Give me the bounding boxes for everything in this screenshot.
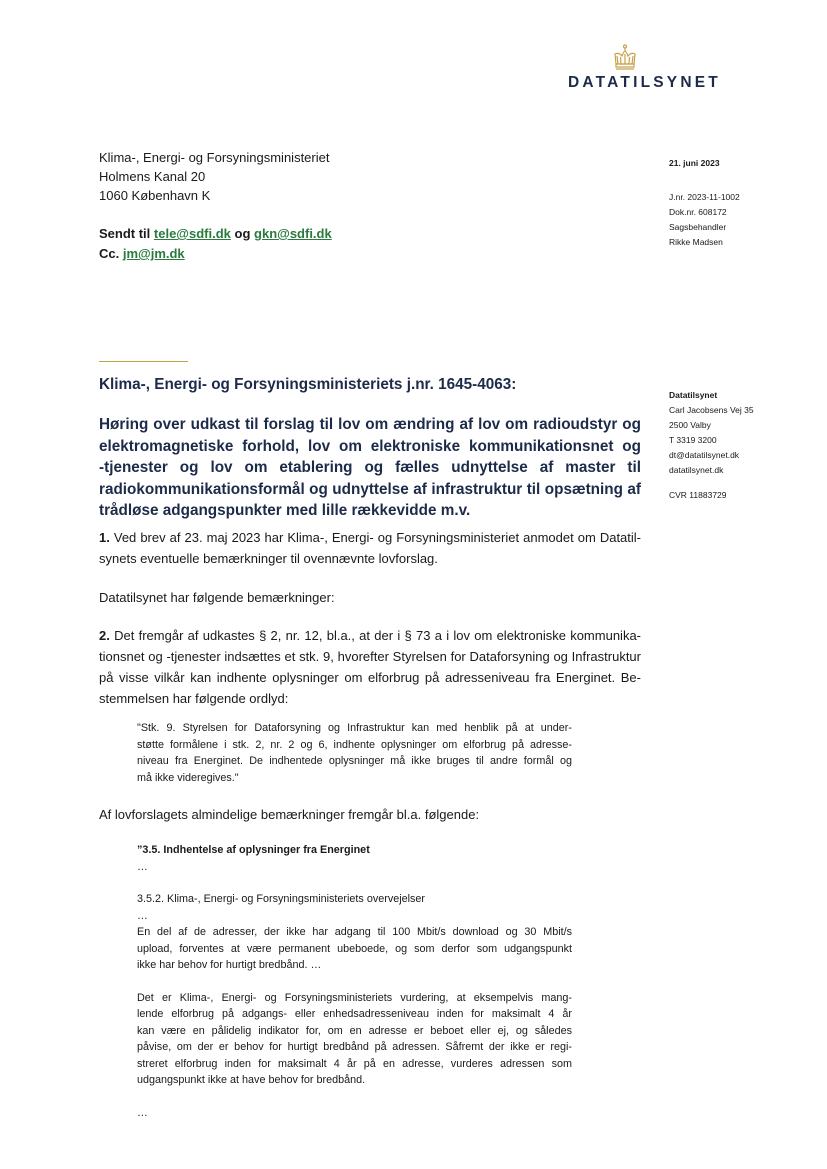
subject-line: radiokommunikationsformål og udnyttelse af infrastruktur til opsætning af <box>99 480 641 498</box>
subject-line: trådløse adgangspunkter med lille rækkevidde m.v. <box>99 502 471 519</box>
sender-line: Carl Jacobsens Vej 35 <box>669 405 754 415</box>
case-title: Klima-, Energi- og Forsyningsministeriets j.nr. 1645-4063: <box>99 376 517 393</box>
paragraph-3 <box>99 625 641 709</box>
quote-line: udgangspunkt ikke at have behov for bredbånd. <box>137 1074 366 1086</box>
quote-ellipsis: … <box>137 909 148 922</box>
paragraph-line: Datatilsynet har følgende bemærkninger: <box>99 590 335 605</box>
quote-line: streret elforbrug inden for maksimalt 4 år på en adresse, vurderes adressen som <box>137 1057 572 1070</box>
divider-rule <box>99 361 188 362</box>
quote-line: ikke har behov for hurtigt bredbånd. … <box>137 959 322 971</box>
sender-line: datatilsynet.dk <box>669 465 724 475</box>
quote-line: "Stk. 9. Styrelsen for Dataforsyning og Infrastruktur kan med henblik på at under- <box>137 722 572 734</box>
quote-statute <box>137 720 572 786</box>
paragraph-2 <box>99 587 641 608</box>
quote-line: upload, forventes at være permanent ubeboede, og som derfor som udgangspunkt <box>137 942 572 955</box>
paragraph-1 <box>99 527 641 569</box>
paragraph-number: 1. <box>99 530 110 545</box>
quote-remarks <box>137 842 572 1121</box>
cc-label: Cc. <box>99 246 120 261</box>
quote-line: niveau fra Energinet. De indhentede oplysninger må ikke bruges til andre formål og <box>137 755 572 767</box>
paragraph-text: Ved brev af 23. maj 2023 har Klima-, Energi- og Forsyningsministeriet anmodet om Datatil- <box>109 530 641 545</box>
email-link-cc[interactable]: jm@jm.dk <box>122 246 185 261</box>
quote-ellipsis: … <box>137 1106 148 1119</box>
email-link-tele[interactable]: tele@sdfi.dk <box>153 226 231 241</box>
subject-line: Høring over udkast til forslag til lov om ændring af lov om radioudstyr og <box>99 416 641 433</box>
subject-line: -tjenester og lov om etablering og fælles udnyttelse af master til <box>99 459 641 476</box>
quote-heading: ”3.5. Indhentelse af oplysninger fra Energinet <box>137 844 370 856</box>
paragraph-line: på visse vilkår kan indhente oplysninger om elforbrug på adresseniveau fra Energinet. Be- <box>99 670 641 685</box>
recipient-address <box>99 148 329 205</box>
quote-subheading: 3.5.2. Klima-, Energi- og Forsyningsministeriets overvejelser <box>137 893 426 905</box>
paragraph-line: tionsnet og -tjenester indsættes et stk. 9, hvorefter Styrelsen for Dataforsyning og Infrastruktur <box>99 649 641 664</box>
sender-cvr: CVR 11883729 <box>669 490 727 500</box>
sender-line: 2500 Valby <box>669 420 711 430</box>
paragraph-line: synets eventuelle bemærkninger til ovennævnte lovforslag. <box>99 551 438 566</box>
letter-date: 21. juni 2023 <box>669 158 720 168</box>
meta-line: Dok.nr. 608172 <box>669 207 727 217</box>
quote-line: En del af de adresser, der ikke har adgang til 100 Mbit/s download og 30 Mbit/s <box>137 926 572 938</box>
paragraph-text: Det fremgår af udkastes § 2, nr. 12, bl.a., at der i § 73 a i lov om elektroniske kommunika- <box>109 628 641 643</box>
sent-to-block <box>99 224 332 264</box>
quote-ellipsis: … <box>137 860 148 873</box>
sender-name: Datatilsynet <box>669 390 718 400</box>
quote-line: støtte formålene i stk. 2, nr. 2 og 6, indhente oplysninger om elforbrug på adresse- <box>137 738 572 751</box>
quote-line: kan være en pålidelig indikator for, om en adresse er beboet eller ej, og således <box>137 1024 572 1037</box>
paragraph-number: 2. <box>99 628 110 643</box>
recipient-line: Holmens Kanal 20 <box>99 169 206 184</box>
quote-line: påvise, om der er behov for hurtigt bredbånd på adressen. Såfremt der ikke er regi- <box>137 1041 572 1053</box>
sender-contact <box>669 388 754 478</box>
meta-line: J.nr. 2023-11-1002 <box>669 192 740 202</box>
sender-line: T 3319 3200 <box>669 435 717 445</box>
quote-line: Det er Klima-, Energi- og Forsyningsministeriets vurdering, at eksempelvis mang- <box>137 991 572 1004</box>
meta-line: Sagsbehandler <box>669 222 727 232</box>
paragraph-4 <box>99 804 641 825</box>
sent-to-conj: og <box>234 226 251 241</box>
recipient-line: Klima-, Energi- og Forsyningsministeriet <box>99 150 330 165</box>
paragraph-line: Af lovforslagets almindelige bemærkninger fremgår bl.a. følgende: <box>99 807 480 822</box>
crown-icon <box>613 44 637 70</box>
paragraph-line: stemmelsen har følgende ordlyd: <box>99 691 289 706</box>
quote-line: lende elforbrug på adgangs- eller enhedsadresseniveau inden for maksimalt 4 år <box>137 1008 572 1020</box>
brand-logo-text: DATATILSYNET <box>568 74 721 91</box>
subject-line: elektromagnetiske forhold, lov om elektroniske kommunikationsnet og <box>99 437 641 455</box>
quote-line: må ikke videregives." <box>137 771 239 784</box>
recipient-line: 1060 København K <box>99 188 211 203</box>
sender-line: dt@datatilsynet.dk <box>669 450 740 460</box>
sent-to-label: Sendt til <box>99 226 151 241</box>
email-link-gkn[interactable]: gkn@sdfi.dk <box>254 226 332 241</box>
case-meta <box>669 190 740 250</box>
subject-heading <box>99 414 641 522</box>
meta-line: Rikke Madsen <box>669 237 723 247</box>
